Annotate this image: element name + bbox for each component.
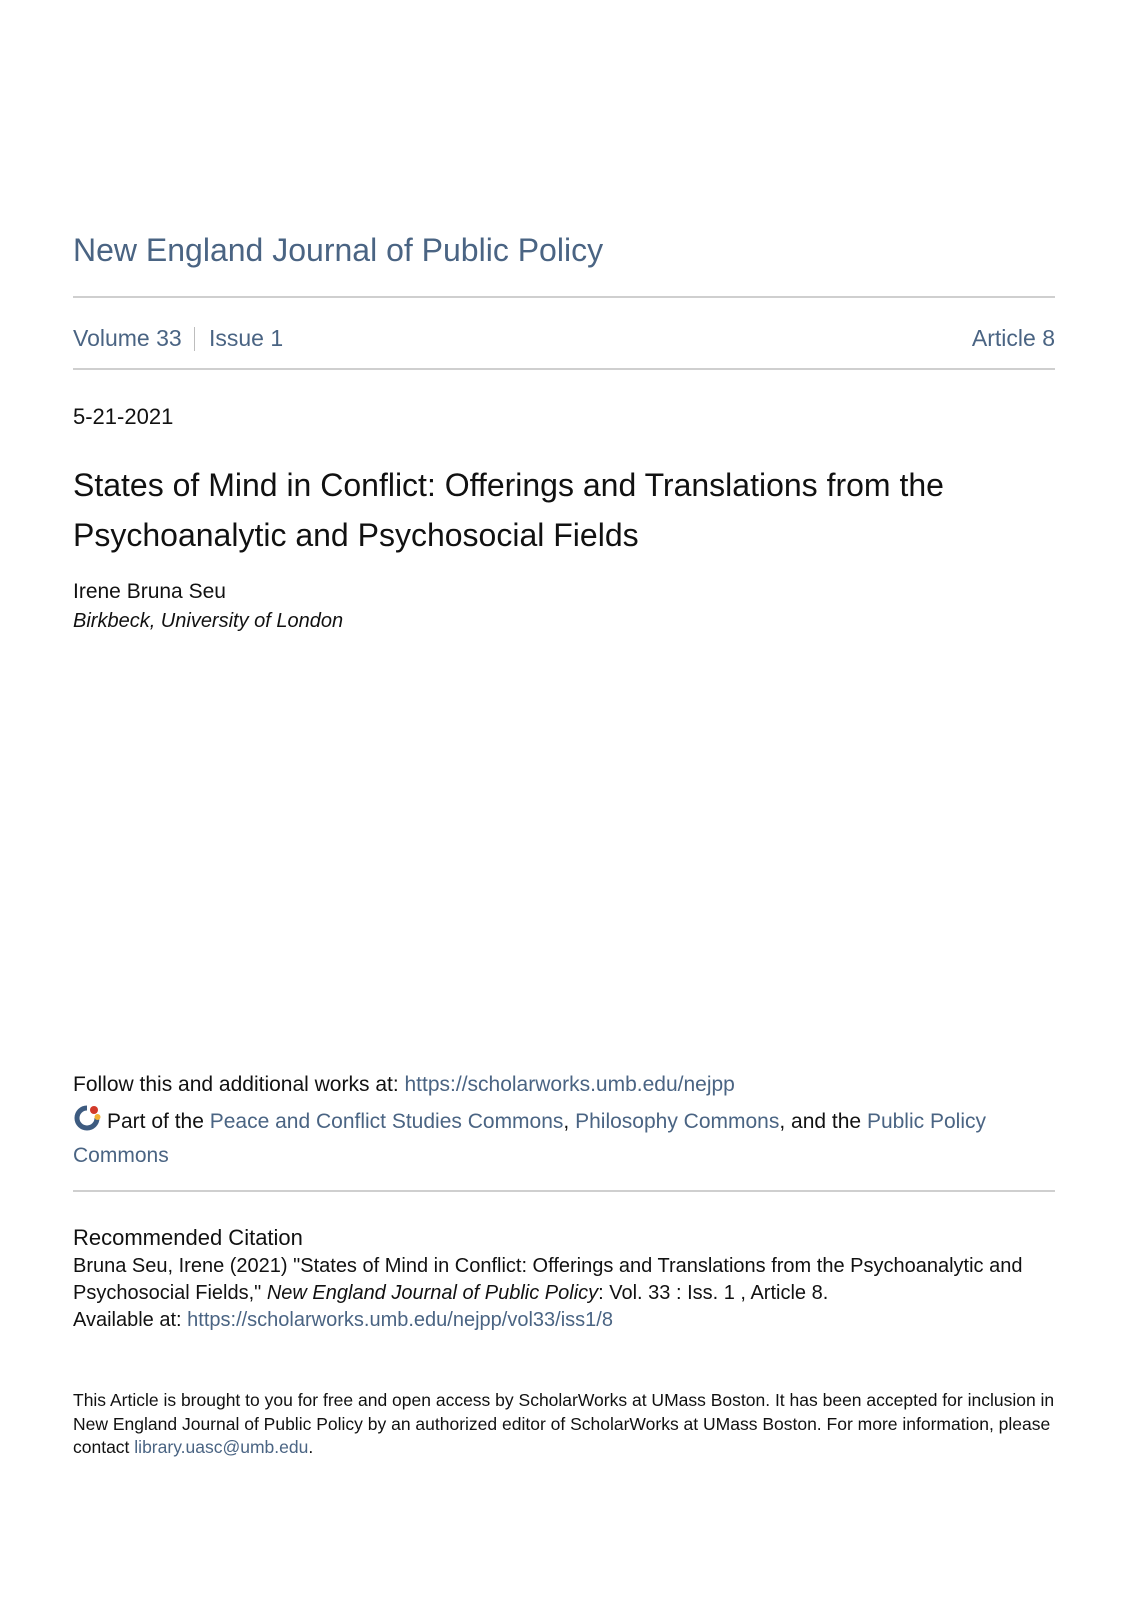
divider <box>73 296 1055 298</box>
separator <box>194 327 195 351</box>
part-of-prefix: Part of the <box>107 1110 210 1133</box>
peace-conflict-commons-link[interactable]: Peace and Conflict Studies Commons <box>209 1110 564 1133</box>
divider <box>73 1190 1055 1192</box>
part-of-commons <box>73 1104 1055 1173</box>
divider <box>73 368 1055 370</box>
commons-separator: , <box>563 1110 576 1133</box>
citation-main: Bruna Seu, Irene (2021) "States of Mind in Conflict: Offerings and Translations from the Psychoanalytic and Psychosocial Fields," <box>73 1255 1023 1304</box>
author-affiliation: Birkbeck, University of London <box>73 610 344 632</box>
public-policy-commons-link[interactable]: Public Policy Commons <box>73 1110 986 1167</box>
author-name: Irene Bruna Seu <box>73 580 226 603</box>
article-title: States of Mind in Conflict: Offerings and Translations from the Psychoanalytic and Psychosocial Fields <box>73 467 944 553</box>
access-notice-text: This Article is brought to you for free and open access by ScholarWorks at UMass Boston. It has been accepted for inclusion in New England Journal of Public Policy by an authorized editor of ScholarWorks at UMass Boston. For more information, please contact <box>73 1390 1055 1457</box>
contact-email-link[interactable]: library.uasc@umb.edu <box>134 1437 309 1457</box>
citation-details: : Vol. 33 : Iss. 1 , Article 8. <box>598 1282 829 1304</box>
repository-link[interactable]: https://scholarworks.umb.edu/nejpp <box>404 1073 735 1096</box>
citation-text <box>73 1253 1055 1334</box>
article-number-link[interactable]: Article 8 <box>971 325 1055 351</box>
access-notice-end: . <box>308 1437 314 1457</box>
commons-separator: , and the <box>779 1110 867 1133</box>
follow-line <box>73 1073 735 1097</box>
cover-page <box>73 0 1055 1600</box>
access-notice <box>73 1389 1055 1460</box>
volume-link[interactable]: Volume 33 <box>73 325 182 351</box>
recommended-citation-heading: Recommended Citation <box>73 1225 303 1250</box>
journal-title-link[interactable]: New England Journal of Public Policy <box>73 232 604 268</box>
publication-date: 5-21-2021 <box>73 404 174 429</box>
available-label: Available at: <box>73 1309 188 1331</box>
follow-label: Follow this and additional works at: <box>73 1073 405 1096</box>
network-commons-icon <box>73 1104 101 1132</box>
issue-link[interactable]: Issue 1 <box>209 325 284 351</box>
philosophy-commons-link[interactable]: Philosophy Commons <box>575 1110 780 1133</box>
citation-journal: New England Journal of Public Policy <box>266 1282 599 1304</box>
article-url-link[interactable]: https://scholarworks.umb.edu/nejpp/vol33/iss1/8 <box>187 1309 613 1331</box>
